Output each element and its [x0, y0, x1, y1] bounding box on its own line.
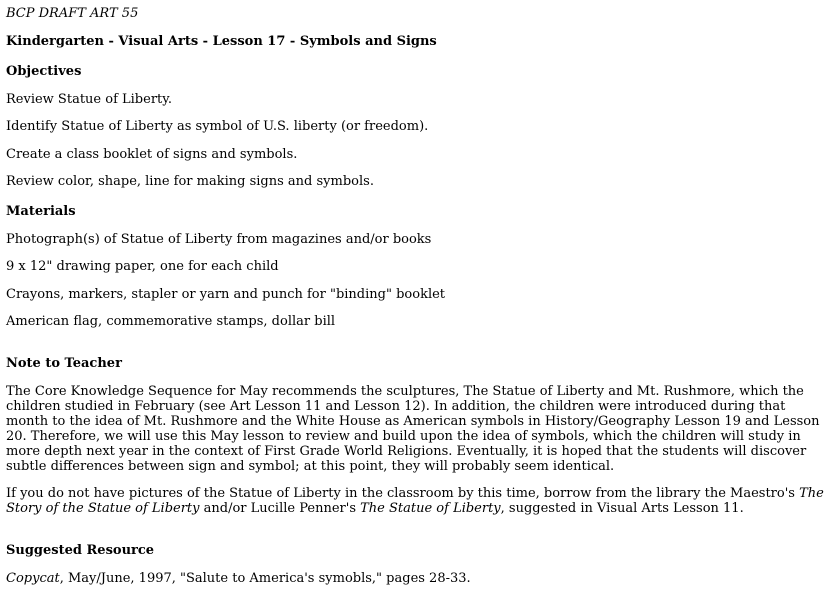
material-item: 9 x 12" drawing paper, one for each child	[6, 259, 279, 274]
source-title: Copycat	[6, 571, 60, 586]
objective-item: Identify Statue of Liberty as symbol of U.S. liberty (or freedom).	[6, 119, 429, 134]
material-item: American flag, commemorative stamps, dollar bill	[6, 314, 336, 329]
note-heading: Note to Teacher	[6, 356, 122, 371]
lesson-title: Kindergarten - Visual Arts - Lesson 17 - Symbols and Signs	[6, 34, 437, 49]
note-text: If you do not have pictures of the Statue of Liberty in the classroom by this time, borrow from the library the Maestro's	[6, 486, 800, 501]
book-title: Story of the Statue of Liberty	[6, 501, 200, 516]
book-title: The Statue of Liberty	[360, 501, 501, 516]
book-title: The	[799, 486, 824, 501]
note-paragraph-2	[6, 486, 824, 516]
note-line	[6, 501, 794, 516]
note-text: , suggested in Visual Arts Lesson 11.	[500, 501, 744, 516]
note-text: and/or Lucille Penner's	[199, 501, 361, 516]
material-item: Photograph(s) of Statue of Liberty from magazines and/or books	[6, 232, 432, 247]
objective-item: Review color, shape, line for making signs and symbols.	[6, 174, 374, 189]
resource-heading: Suggested Resource	[6, 543, 155, 558]
note-paragraph-1	[6, 384, 820, 474]
resource-citation	[6, 571, 471, 586]
material-item: Crayons, markers, stapler or yarn and punch for "binding" booklet	[6, 287, 446, 302]
citation-text: , May/June, 1997, "Salute to America's symobls," pages 28-33.	[59, 571, 471, 586]
note-line	[6, 486, 824, 501]
objectives-heading: Objectives	[6, 64, 82, 79]
note-line: more depth next year in the context of First Grade World Religions. Eventually, it is hoped that the students will discover	[6, 444, 807, 459]
materials-heading: Materials	[6, 204, 76, 219]
note-line: 20. Therefore, we will use this May lesson to review and build upon the idea of symbols, which the children will study in	[6, 429, 801, 444]
note-line: subtle differences between sign and symbol; at this point, they will probably seem identical.	[6, 459, 615, 474]
note-line: month to the idea of Mt. Rushmore and the White House as American symbols in History/Geography Lesson 19 and Lesson	[6, 414, 820, 429]
objective-item: Review Statue of Liberty.	[6, 92, 173, 107]
draft-label: BCP DRAFT ART 55	[6, 6, 139, 21]
note-line: The Core Knowledge Sequence for May recommends the sculptures, The Statue of Liberty and Mt. Rushmore, which the	[6, 384, 804, 399]
objective-item: Create a class booklet of signs and symbols.	[6, 147, 298, 162]
note-line: children studied in February (see Art Lesson 11 and Lesson 12). In addition, the children were introduced during that	[6, 399, 786, 414]
